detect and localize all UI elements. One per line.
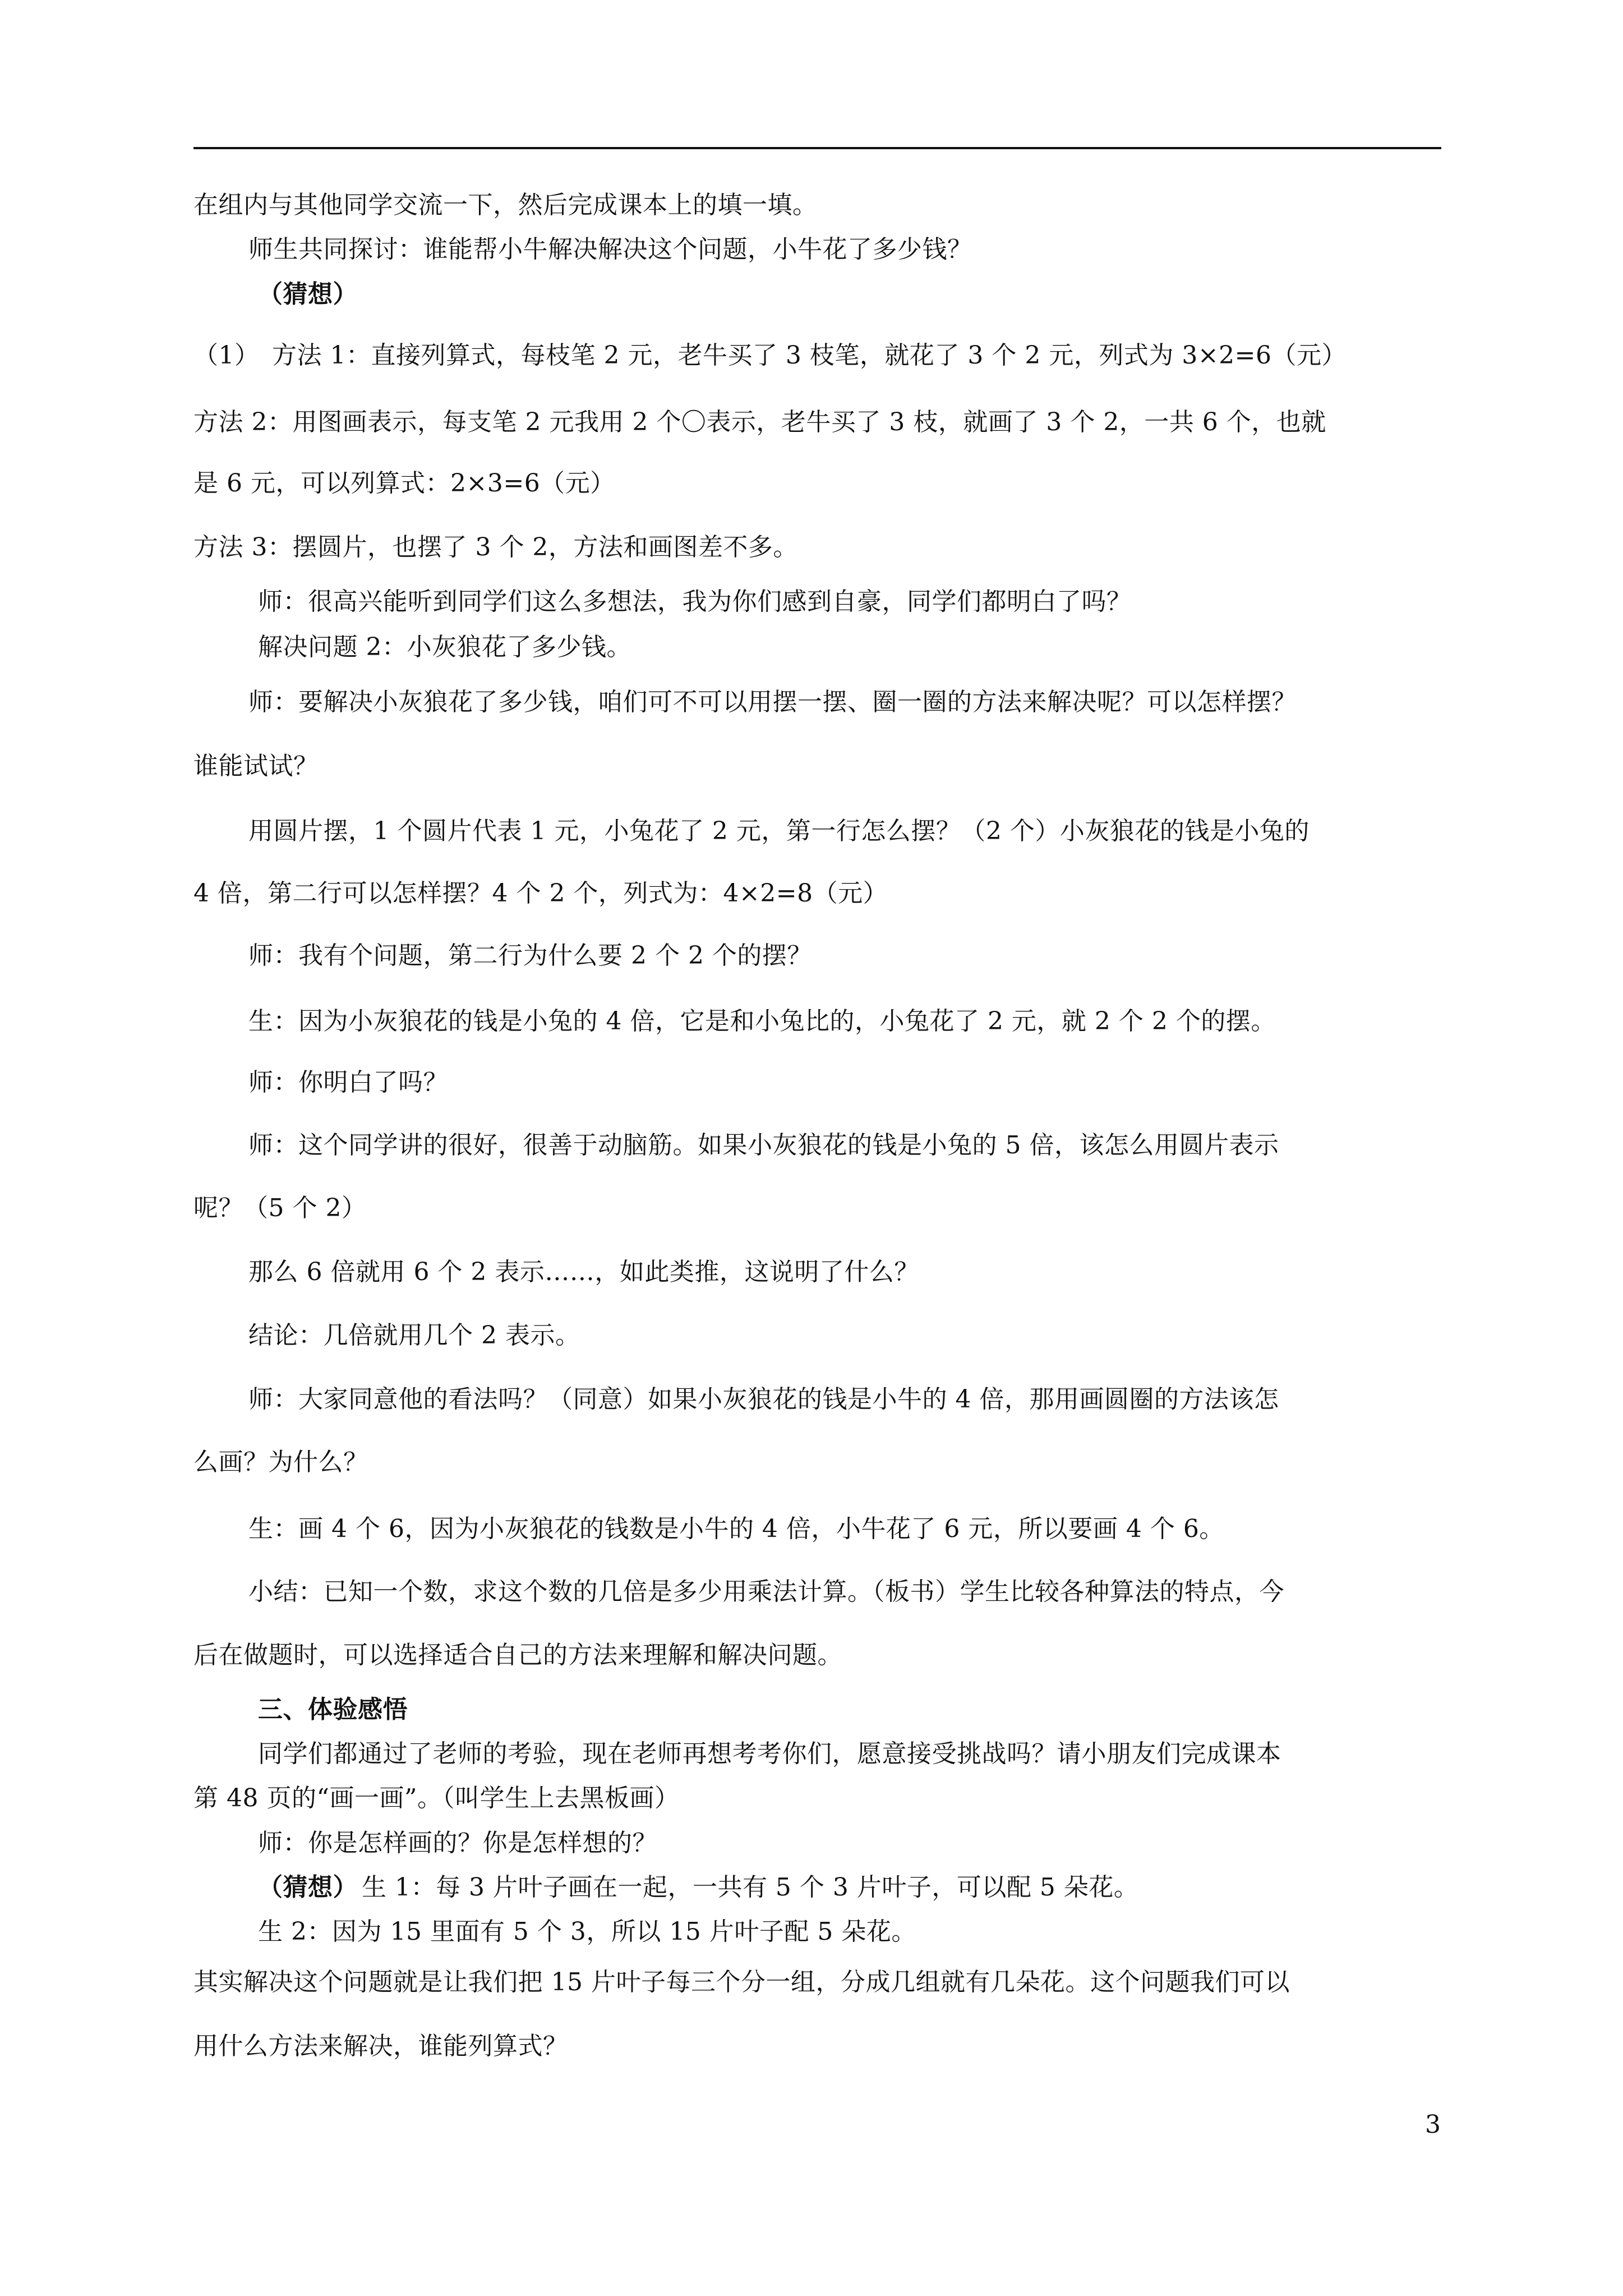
header-rule <box>193 147 1441 149</box>
text-line: 后在做题时，可以选择适合自己的方法来理解和解决问题。 <box>193 1641 842 1669</box>
text-line: 在组内与其他同学交流一下，然后完成课本上的填一填。 <box>193 191 818 219</box>
text-line: 小结：已知一个数，求这个数的几倍是多少用乘法计算。（板书）学生比较各种算法的特点，今 <box>248 1577 1284 1606</box>
section-heading-experience: 三、体验感悟 <box>258 1695 408 1724</box>
text-line: 同学们都通过了老师的考验，现在老师再想考考你们，愿意接受挑战吗？请小朋友们完成课本 <box>258 1740 1281 1768</box>
text-line: 师：这个同学讲的很好，很善于动脑筋。如果小灰狼花的钱是小兔的 5 倍，该怎么用圆片表示 <box>248 1131 1279 1159</box>
text-line: 第 48 页的“画一画”。（叫学生上去黑板画） <box>193 1784 680 1812</box>
text-line: 其实解决这个问题就是让我们把 15 片叶子每三个分一组，分成几组就有几朵花。这个问题我们可以 <box>193 1968 1290 1996</box>
text-line: 生：因为小灰狼花的钱是小兔的 4 倍，它是和小兔比的，小兔花了 2 元，就 2 个 2 个的摆。 <box>248 1007 1276 1036</box>
text-line: 师：你是怎样画的？你是怎样想的？ <box>258 1829 657 1857</box>
inline-heading-guess: （猜想） <box>258 1873 358 1902</box>
text-line: 么画？为什么？ <box>193 1448 368 1476</box>
text-line: 4 倍，第二行可以怎样摆？4 个 2 个，列式为：4×2=8（元） <box>193 879 888 908</box>
text-line: 呢？（5 个 2） <box>193 1194 367 1222</box>
text-line: 结论：几倍就用几个 2 表示。 <box>248 1321 580 1350</box>
section-heading-guess: （猜想） <box>258 280 358 309</box>
text-line: 方法 3：摆圆片，也摆了 3 个 2，方法和画图差不多。 <box>193 533 798 562</box>
text-line: 生 1：每 3 片叶子画在一起，一共有 5 个 3 片叶子，可以配 5 朵花。 <box>362 1873 1139 1902</box>
text-line: （1） 方法 1：直接列算式，每枝笔 2 元，老牛买了 3 枝笔，就花了 3 个 2 元，列式为 3×2=6（元） <box>193 341 1347 370</box>
text-line: 师：你明白了吗？ <box>248 1068 448 1097</box>
text-line: 生 2：因为 15 里面有 5 个 3，所以 15 片叶子配 5 朵花。 <box>258 1917 916 1946</box>
text-line: 师：大家同意他的看法吗？（同意）如果小灰狼花的钱是小牛的 4 倍，那用画圆圈的方法该怎 <box>248 1385 1279 1414</box>
text-line: 谁能试试？ <box>193 752 319 780</box>
page-number: 3 <box>1425 2110 1441 2139</box>
text-line: 用什么方法来解决，谁能列算式？ <box>193 2032 568 2060</box>
text-line: 那么 6 倍就用 6 个 2 表示……，如此类推，这说明了什么？ <box>248 1258 919 1286</box>
text-line: 师生共同探讨：谁能帮小牛解决解决这个问题，小牛花了多少钱？ <box>248 235 972 264</box>
text-line: 师：很高兴能听到同学们这么多想法，我为你们感到自豪，同学们都明白了吗？ <box>258 587 1132 616</box>
text-line: 用圆片摆，1 个圆片代表 1 元，小兔花了 2 元，第一行怎么摆？（2 个）小灰狼花的钱是小兔的 <box>248 817 1310 845</box>
text-line: 生：画 4 个 6，因为小灰狼花的钱数是小牛的 4 倍，小牛花了 6 元，所以要画 4 个 6。 <box>248 1515 1224 1543</box>
text-line: 师：我有个问题，第二行为什么要 2 个 2 个的摆？ <box>248 941 812 970</box>
text-line: 是 6 元，可以列算式：2×3=6（元） <box>193 469 615 498</box>
text-line: 方法 2：用图画表示，每支笔 2 元我用 2 个〇表示，老牛买了 3 枝，就画了 3 个 2，一共 6 个，也就 <box>193 408 1326 436</box>
text-line: 师：要解决小灰狼花了多少钱，咱们可不可以用摆一摆、圈一圈的方法来解决呢？可以怎样摆？ <box>248 688 1297 716</box>
text-line: 解决问题 2：小灰狼花了多少钱。 <box>258 633 631 661</box>
